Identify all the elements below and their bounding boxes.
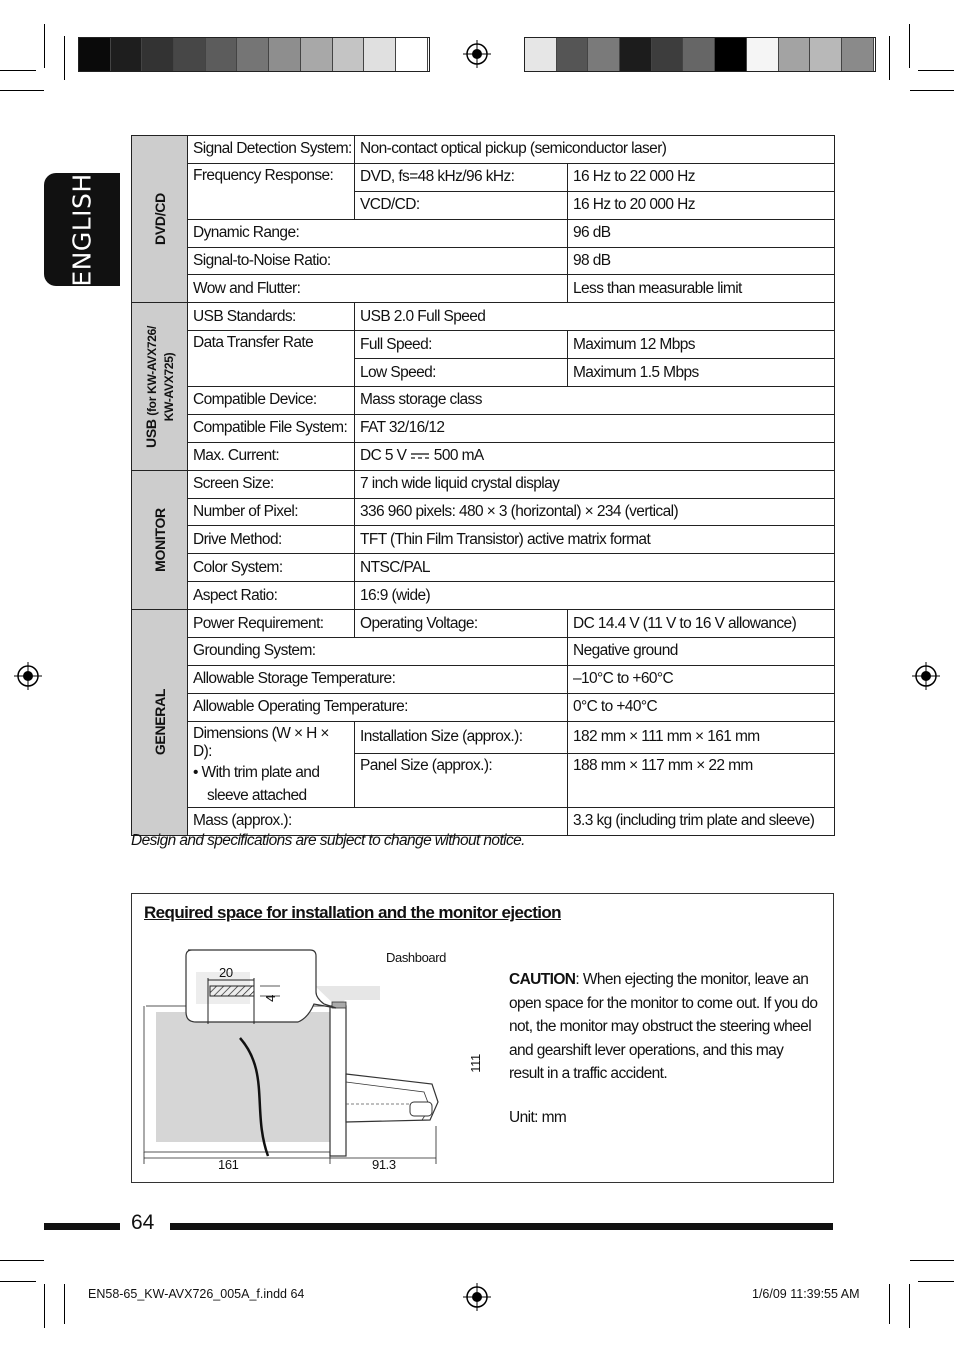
spec-sublabel: VCD/CD: xyxy=(355,191,568,219)
spec-label: Aspect Ratio: xyxy=(188,582,355,610)
page-number: 64 xyxy=(131,1211,155,1234)
registration-mark-icon xyxy=(463,1283,491,1311)
crop-mark xyxy=(0,70,36,71)
unit-label: Unit: mm xyxy=(509,1109,567,1126)
calibration-swatch xyxy=(396,38,428,71)
crop-mark xyxy=(0,1260,44,1261)
section-monitor xyxy=(132,470,188,609)
section-label xyxy=(143,326,177,448)
dc-symbol-icon xyxy=(410,451,430,461)
spec-label: Dynamic Range: xyxy=(188,219,568,247)
section-label: GENERAL xyxy=(151,689,168,756)
table-row xyxy=(132,275,835,303)
spec-value: 336 960 pixels: 480 × 3 (horizontal) × 234 (vertical) xyxy=(355,498,835,526)
crop-mark xyxy=(910,90,954,91)
language-tab xyxy=(44,173,120,286)
table-row xyxy=(132,807,835,835)
spec-label: USB Standards: xyxy=(188,303,355,331)
dimensions-bullet: • With trim plate and sleeve attached xyxy=(193,763,320,804)
table-row xyxy=(132,136,835,164)
calibration-swatch xyxy=(715,38,747,71)
calibration-swatch xyxy=(206,38,238,71)
table-row xyxy=(132,721,835,753)
table-row xyxy=(132,247,835,275)
spec-label: Signal Detection System: xyxy=(188,136,355,164)
calibration-swatch xyxy=(842,38,874,71)
crop-mark xyxy=(0,90,44,91)
spec-value: Mass storage class xyxy=(355,387,835,415)
table-row xyxy=(132,693,835,721)
calibration-swatch xyxy=(174,38,206,71)
spec-label: Signal-to-Noise Ratio: xyxy=(188,247,568,275)
caution-label: CAUTION xyxy=(509,971,576,988)
calibration-swatch xyxy=(364,38,396,71)
installation-space-panel xyxy=(131,893,834,1183)
crop-mark xyxy=(918,70,954,71)
calibration-swatch xyxy=(652,38,684,71)
caution-text xyxy=(509,968,819,1086)
calibration-swatch xyxy=(557,38,589,71)
footer-rule xyxy=(170,1223,833,1230)
calibration-swatch xyxy=(620,38,652,71)
spec-sublabel: Panel Size (approx.): xyxy=(355,754,568,808)
calibration-swatch xyxy=(237,38,269,71)
disclaimer-note: Design and specifications are subject to change without notice. xyxy=(131,832,525,849)
table-row xyxy=(132,303,835,331)
spec-label: Compatible Device: xyxy=(188,387,355,415)
caution-body: : When ejecting the monitor, leave an open space for the monitor to come out. If you do not, the monitor may obstruct the steering wheel and gearshift lever operations, and this may result in a traffic accident. xyxy=(509,971,818,1083)
spec-label: Grounding System: xyxy=(188,638,568,666)
calibration-swatch xyxy=(810,38,842,71)
spec-label: Data Transfer Rate xyxy=(188,331,355,387)
spec-value: 16:9 (wide) xyxy=(355,582,835,610)
table-row xyxy=(132,638,835,666)
table-row xyxy=(132,442,835,470)
table-row xyxy=(132,219,835,247)
spec-value: 98 dB xyxy=(568,247,835,275)
installation-diagram xyxy=(140,942,440,1178)
specifications-table xyxy=(131,135,835,836)
spec-label: Number of Pixel: xyxy=(188,498,355,526)
crop-mark xyxy=(889,1284,890,1324)
table-row xyxy=(132,665,835,693)
dimension-label: 4 xyxy=(262,995,278,1002)
spec-value xyxy=(355,442,835,470)
spec-label: Wow and Flutter: xyxy=(188,275,568,303)
spec-value: 188 mm × 117 mm × 22 mm xyxy=(568,754,835,808)
spec-value: 3.3 kg (including trim plate and sleeve) xyxy=(568,807,835,835)
calibration-swatch xyxy=(269,38,301,71)
registration-mark-icon xyxy=(463,40,491,68)
spec-label: Mass (approx.): xyxy=(188,807,568,835)
spec-label: Drive Method: xyxy=(188,526,355,554)
spec-value: 16 Hz to 20 000 Hz xyxy=(568,191,835,219)
crop-mark xyxy=(918,1281,954,1282)
crop-mark xyxy=(44,1284,45,1328)
spec-value: NTSC/PAL xyxy=(355,554,835,582)
dimension-label: 20 xyxy=(219,965,233,980)
spec-value: Maximum 1.5 Mbps xyxy=(568,359,835,387)
calibration-swatch xyxy=(747,38,779,71)
crop-mark xyxy=(44,24,45,68)
installation-title: Required space for installation and the monitor ejection xyxy=(144,903,561,922)
calibration-swatch xyxy=(333,38,365,71)
grayscale-calibration-bar xyxy=(78,37,430,72)
spec-label: Compatible File System: xyxy=(188,414,355,442)
registration-mark-icon xyxy=(912,662,940,690)
spec-value: Negative ground xyxy=(568,638,835,666)
spec-label: Frequency Response: xyxy=(188,163,355,219)
crop-mark xyxy=(909,24,910,68)
section-general xyxy=(132,610,188,835)
spec-value: USB 2.0 Full Speed xyxy=(355,303,835,331)
spec-value: –10°C to +60°C xyxy=(568,665,835,693)
footer-rule xyxy=(44,1223,120,1230)
crop-mark xyxy=(64,36,65,80)
section-label-sub: (for KW-AVX726/ xyxy=(144,325,159,416)
dimension-label: 91.3 xyxy=(372,1157,396,1172)
section-dvd xyxy=(132,136,188,303)
registration-mark-icon xyxy=(14,662,42,690)
calibration-swatch xyxy=(525,38,557,71)
dimension-label: 161 xyxy=(218,1157,239,1172)
spec-value: Maximum 12 Mbps xyxy=(568,331,835,359)
table-row xyxy=(132,526,835,554)
spec-sublabel: Full Speed: xyxy=(355,331,568,359)
crop-mark xyxy=(889,36,890,80)
section-label-sub: KW-AVX725) xyxy=(161,352,176,421)
dimension-label: 111 xyxy=(467,1054,483,1073)
table-row xyxy=(132,331,835,359)
calibration-swatch xyxy=(779,38,811,71)
spec-label xyxy=(188,721,355,807)
calibration-swatch xyxy=(301,38,333,71)
table-row xyxy=(132,470,835,498)
print-slug-filename: EN58-65_KW-AVX726_005A_f.indd 64 xyxy=(88,1287,305,1301)
section-label: MONITOR xyxy=(151,508,168,572)
spec-value: Less than measurable limit xyxy=(568,275,835,303)
spec-value: DC 14.4 V (11 V to 16 V allowance) xyxy=(568,610,835,638)
section-label-main: USB xyxy=(142,418,159,448)
section-usb xyxy=(132,303,188,470)
calibration-swatch xyxy=(79,38,111,71)
spec-label: Color System: xyxy=(188,554,355,582)
table-row xyxy=(132,387,835,415)
spec-value: FAT 32/16/12 xyxy=(355,414,835,442)
spec-label: Allowable Operating Temperature: xyxy=(188,693,568,721)
spec-value: Non-contact optical pickup (semiconductor laser) xyxy=(355,136,835,164)
spec-sublabel: Installation Size (approx.): xyxy=(355,721,568,753)
spec-value-part: 500 mA xyxy=(433,447,484,465)
crop-mark xyxy=(0,1281,36,1282)
spec-value: 0°C to +40°C xyxy=(568,693,835,721)
table-row xyxy=(132,610,835,638)
spec-value: TFT (Thin Film Transistor) active matrix format xyxy=(355,526,835,554)
spec-value: 182 mm × 111 mm × 161 mm xyxy=(568,721,835,753)
spec-label: Power Requirement: xyxy=(188,610,355,638)
dashboard-label: Dashboard xyxy=(386,950,446,965)
table-row xyxy=(132,163,835,191)
crop-mark xyxy=(64,1284,65,1324)
spec-value: 96 dB xyxy=(568,219,835,247)
spec-value: 16 Hz to 22 000 Hz xyxy=(568,163,835,191)
table-row xyxy=(132,582,835,610)
calibration-swatch xyxy=(111,38,143,71)
table-row xyxy=(132,498,835,526)
spec-value: 7 inch wide liquid crystal display xyxy=(355,470,835,498)
spec-label: Max. Current: xyxy=(188,442,355,470)
calibration-swatch xyxy=(588,38,620,71)
crop-mark xyxy=(910,1260,954,1261)
spec-sublabel: Operating Voltage: xyxy=(355,610,568,638)
crop-mark xyxy=(909,1284,910,1328)
spec-sublabel: Low Speed: xyxy=(355,359,568,387)
dimensions-label: Dimensions (W × H × D): xyxy=(193,724,329,760)
print-slug-timestamp: 1/6/09 11:39:55 AM xyxy=(752,1287,860,1301)
calibration-swatch xyxy=(683,38,715,71)
spec-value-part: DC 5 V xyxy=(360,447,407,465)
table-row xyxy=(132,554,835,582)
spec-label: Allowable Storage Temperature: xyxy=(188,665,568,693)
spec-label: Screen Size: xyxy=(188,470,355,498)
color-calibration-bar xyxy=(524,37,876,72)
section-label: DVD/CD xyxy=(151,193,168,246)
calibration-swatch xyxy=(142,38,174,71)
language-tab-label: ENGLISH xyxy=(67,172,97,287)
spec-sublabel: DVD, fs=48 kHz/96 kHz: xyxy=(355,163,568,191)
table-row xyxy=(132,414,835,442)
